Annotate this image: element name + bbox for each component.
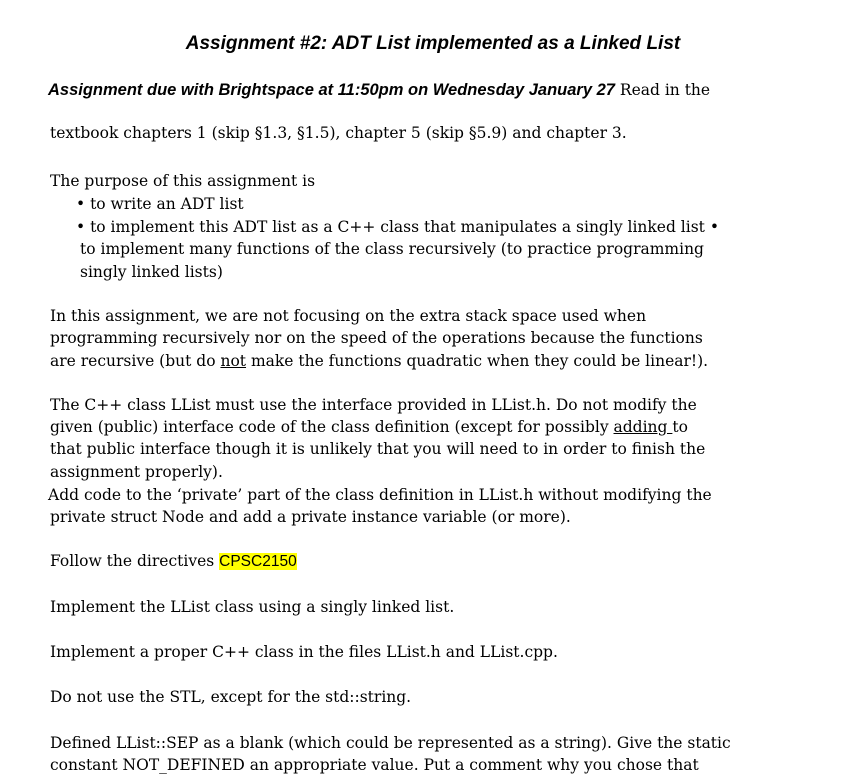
iface-line-2-post: to bbox=[672, 418, 688, 436]
focus-underlined-not: not bbox=[220, 352, 247, 370]
focus-line-2: programming recursively nor on the speed of the operations because the functions bbox=[50, 329, 703, 347]
focus-line-1: In this assignment, we are not focusing on the extra stack space used when bbox=[50, 307, 647, 325]
focus-line-3-post: make the functions quadratic when they could be linear!). bbox=[246, 352, 709, 370]
iface-line-5: Add code to the ‘private’ part of the class definition in LList.h without modifying the bbox=[48, 486, 712, 504]
iface-line-6: private struct Node and add a private instance variable (or more). bbox=[50, 508, 571, 526]
iface-line-1: The C++ class LList must use the interface provided in LList.h. Do not modify the bbox=[50, 396, 697, 414]
sep-line-1: Defined LList::SEP as a blank (which could be represented as a string). Give the static bbox=[50, 734, 731, 752]
reading-line: textbook chapters 1 (skip §1.3, §1.5), chapter 5 (skip §5.9) and chapter 3. bbox=[50, 124, 627, 142]
iface-line-2-pre: given (public) interface code of the class definition (except for possibly bbox=[50, 418, 614, 436]
due-line-rest: Read in the bbox=[614, 81, 711, 99]
purpose-bullet-2: • to implement this ADT list as a C++ class that manipulates a singly linked list • bbox=[76, 218, 719, 236]
directives-highlight-link[interactable]: CPSC2150 bbox=[219, 553, 297, 570]
due-line bbox=[48, 79, 710, 101]
focus-line-3 bbox=[50, 350, 708, 372]
stl-line: Do not use the STL, except for the std::string. bbox=[50, 688, 412, 706]
directives-pre: Follow the directives bbox=[50, 552, 220, 570]
impl-line-1: Implement the LList class using a singly linked list. bbox=[50, 598, 455, 616]
impl-line-2: Implement a proper C++ class in the files LList.h and LList.cpp. bbox=[50, 643, 558, 661]
focus-line-3-pre: are recursive (but do bbox=[50, 352, 221, 370]
iface-line-3: that public interface though it is unlikely that you will need to in order to finish the bbox=[50, 440, 706, 458]
purpose-bullet-3b: singly linked lists) bbox=[80, 263, 223, 281]
purpose-bullet-1: • to write an ADT list bbox=[76, 195, 244, 213]
due-date-text: Assignment due with Brightspace at 11:50pm on Wednesday January 27 bbox=[48, 81, 615, 99]
sep-line-2: constant NOT_DEFINED an appropriate value. Put a comment why you chose that bbox=[50, 756, 699, 774]
purpose-bullet-3a: to implement many functions of the class recursively (to practice programming bbox=[80, 240, 704, 258]
purpose-intro: The purpose of this assignment is bbox=[50, 172, 316, 190]
directives-line bbox=[50, 550, 297, 573]
iface-line-4: assignment properly). bbox=[50, 463, 223, 481]
document-title: Assignment #2: ADT List implemented as a Linked List bbox=[185, 33, 681, 54]
iface-line-2 bbox=[50, 416, 688, 438]
iface-underlined-adding: adding bbox=[613, 418, 673, 436]
